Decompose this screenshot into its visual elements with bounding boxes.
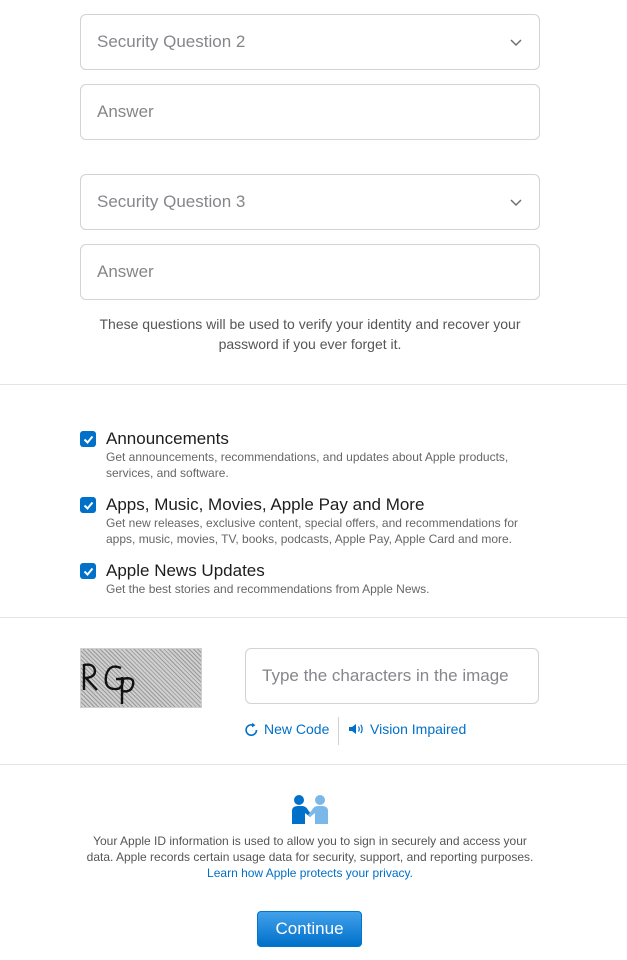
refresh-icon — [244, 722, 259, 737]
vision-impaired-button[interactable] — [348, 721, 466, 737]
captcha-link-separator — [338, 717, 339, 745]
new-code-label: New Code — [264, 721, 330, 737]
section-divider — [0, 764, 627, 765]
apps-music-title: Apps, Music, Movies, Apple Pay and More — [106, 495, 425, 514]
answer-3-input[interactable] — [80, 244, 540, 300]
new-code-button[interactable] — [244, 721, 329, 737]
vision-impaired-label: Vision Impaired — [370, 721, 467, 737]
checkmark-icon — [83, 566, 94, 577]
security-question-2-select[interactable] — [80, 14, 540, 70]
captcha-input[interactable] — [245, 648, 539, 704]
privacy-link[interactable]: Learn how Apple protects your privacy. — [207, 866, 413, 880]
section-divider — [0, 384, 627, 385]
security-question-2-label: Security Question 2 — [97, 32, 246, 51]
section-divider — [0, 617, 627, 618]
answer-3-placeholder: Answer — [97, 262, 154, 281]
announcements-title: Announcements — [106, 429, 229, 448]
privacy-notice-text: Your Apple ID information is used to allow you to sign in securely and access your data. Apple records certain usage data for security, support, and reporting purposes. — [86, 834, 534, 864]
answer-2-placeholder: Answer — [97, 102, 154, 121]
chevron-down-icon — [509, 35, 523, 49]
captcha-image — [80, 648, 202, 708]
privacy-notice — [80, 833, 540, 881]
captcha-input-placeholder: Type the characters in the image — [262, 666, 509, 685]
checkmark-icon — [83, 500, 94, 511]
continue-button[interactable]: Continue — [257, 911, 362, 947]
checkmark-icon — [83, 434, 94, 445]
captcha-glyphs — [81, 649, 202, 708]
announcements-checkbox[interactable] — [80, 431, 96, 447]
speaker-icon — [348, 722, 365, 736]
privacy-handshake-icon — [291, 794, 329, 824]
security-question-3-label: Security Question 3 — [97, 192, 246, 211]
answer-2-input[interactable] — [80, 84, 540, 140]
security-helper-text: These questions will be used to verify your identity and recover your password if you ever forget it. — [99, 316, 521, 352]
security-question-3-select[interactable] — [80, 174, 540, 230]
apps-music-checkbox[interactable] — [80, 497, 96, 513]
apple-news-title: Apple News Updates — [106, 561, 265, 580]
apple-news-description: Get the best stories and recommendations from Apple News. — [106, 582, 430, 596]
apple-news-checkbox[interactable] — [80, 563, 96, 579]
announcements-description: Get announcements, recommendations, and updates about Apple products, services, and software. — [106, 450, 509, 480]
apps-music-description: Get new releases, exclusive content, special offers, and recommendations for apps, music, movies, TV, books, podcasts, Apple Pay, Apple Card and more. — [106, 516, 518, 546]
chevron-down-icon — [509, 195, 523, 209]
